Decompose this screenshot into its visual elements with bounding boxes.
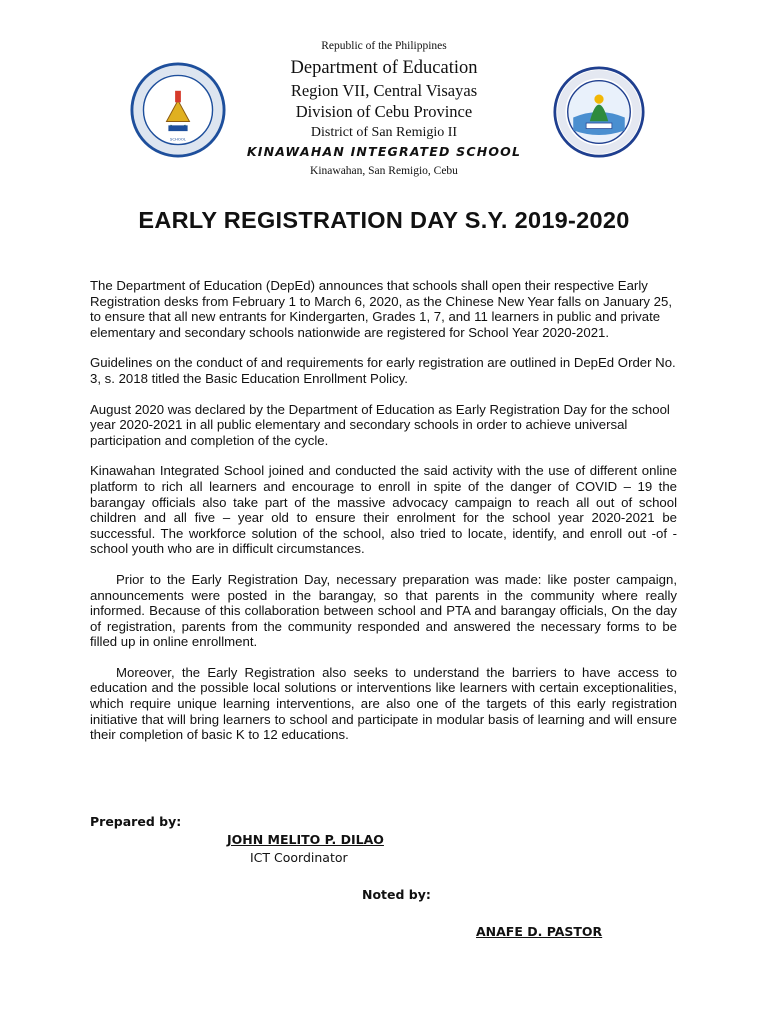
noter-name: ANAFE D. PASTOR — [476, 924, 603, 939]
republic-line: Republic of the Philippines — [321, 40, 447, 52]
paragraph-1: The Department of Education (DepEd) announces that schools shall open their respective Early Registration desks from February 1 to March 6, 2020, as the Chinese New Year falls on January 25, to ensure that all new entrants for Kindergarten, Grades 1, 7, and 11 learners in public and private elementary and secondary schools nationwide are registered for School Year 2020-2021. — [90, 278, 673, 340]
division-line: Division of Cebu Province — [295, 102, 473, 121]
preparer-role: ICT Coordinator — [250, 850, 348, 865]
department-line: Department of Education — [290, 58, 478, 78]
paragraph-3: August 2020 was declared by the Department of Education as Early Registration Day for the school year 2020-2021 in all public elementary and secondary schools in order to achieve universal participation and completion of the cycle. — [90, 401, 670, 448]
paragraph-2: Guidelines on the conduct of and requirements for early registration are outlined in DepEd Order No. 3, s. 2018 titled the Basic Education Enrollment Policy. — [90, 355, 676, 386]
document-title: EARLY REGISTRATION DAY S.Y. 2019-2020 — [138, 207, 630, 233]
region-line: Region VII, Central Visayas — [290, 81, 478, 100]
school-name: KINAWAHAN INTEGRATED SCHOOL — [246, 144, 522, 159]
document-body — [90, 278, 677, 758]
svg-text:SCHOOL: SCHOOL — [169, 136, 187, 142]
prepared-by-label: Prepared by: — [90, 814, 182, 829]
paragraph-6: Moreover, the Early Registration also seeks to understand the barriers to have access to education and the possible local solutions or interventions like learners with certain exceptionalities, which require unique learning interventions, are also one of the targets of this early registration initiative that will bring learners to school and participate in modular basis of learning and will ensure their completion of basic K to 12 educations. — [90, 664, 677, 743]
preparer-name: JOHN MELITO P. DILAO — [227, 832, 384, 847]
paragraph-4: Kinawahan Integrated School joined and conducted the said activity with the use of different online platform to rich all learners and encourage to enroll in spite of the danger of COVID – 19 the barangay officials also take part of the massive advocacy campaign to reach all out of school children and all five – year old to ensure their enrolment for the school year 2020-2021 be successful. The workforce solution of the school, also tried to locate, identify, and enroll out -of -school youth who are in difficult circumstances. — [90, 463, 677, 557]
noted-by-label: Noted by: — [362, 887, 431, 902]
district-line: District of San Remigio II — [310, 125, 458, 140]
letterhead — [0, 38, 768, 179]
paragraph-5: Prior to the Early Registration Day, necessary preparation was made: like poster campaign, announcements were posted in the barangay, so that parents in the community where really informed. Because of this collaboration between school and PTA and barangay officials, On the day of registration, parents from the community responded and answered the necessary forms to be filled up in online enrollment. — [90, 571, 677, 650]
school-address: Kinawahan, San Remigio, Cebu — [310, 165, 458, 177]
